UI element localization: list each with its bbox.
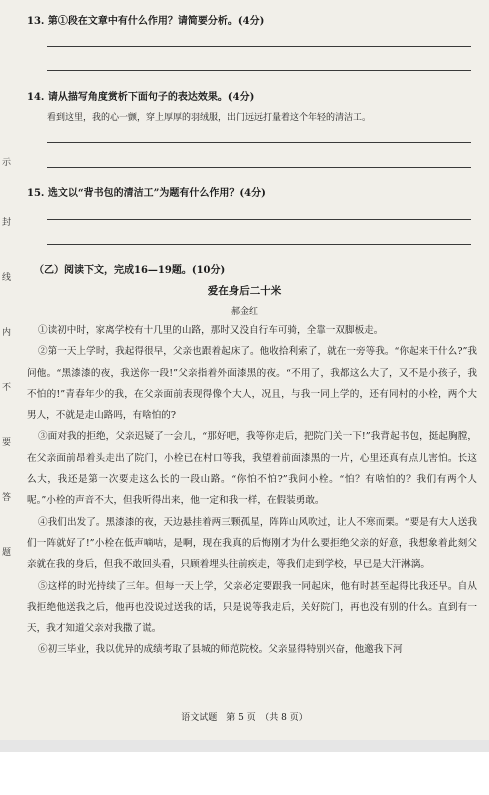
margin-char: 答 [2,493,12,503]
answer-line [47,142,471,143]
question-15: 15. 选文以“背书包的清洁工”为题有什么作用？(4分) [27,188,266,199]
margin-char: 题 [2,548,12,558]
scan-shadow [0,740,489,752]
margin-char: 不 [2,383,12,393]
article-author: 郝金红 [230,307,258,317]
q14-quote: 看到这里，我的心一颤，穿上厚厚的羽绒服，出门远远打量着这个年轻的清洁工。 [47,113,372,123]
margin-char: 内 [2,328,12,338]
answer-line [47,244,471,245]
paragraph: ②第一天上学时，我起得很早，父亲也跟着起床了。他收拾利索了，就在一旁等我。“你起来干什么?”我问他。“黑漆漆的夜，我送你一段!”父亲指着外面漆黑的夜。“不用了，我都这么大了，又不是小孩子，我不怕的!”青春年少的我，在父亲面前表现得像个大人，况且，与我一同上学的，还有同村的小栓，两个大男人，不就是走山路吗，有啥怕的? [27,346,477,422]
margin-char: 封 [2,218,12,228]
section-heading: （乙）阅读下文，完成16—19题。(10分) [34,265,226,276]
margin-char: 要 [2,438,12,448]
page-footer: 语文试题 第 5 页 （共 8 页） [181,713,308,723]
question-14: 14. 请从描写角度赏析下面句子的表达效果。(4分) [27,92,255,103]
paragraph: ⑥初三毕业，我以优异的成绩考取了县城的师范院校。父亲显得特别兴奋，他邀我下河 [38,644,403,656]
margin-char: 线 [2,273,12,283]
answer-line [47,46,471,47]
margin-char: 示 [2,158,12,168]
paragraph: ⑤这样的时光持续了三年。但每一天上学，父亲必定要跟我一同起床，他有时甚至起得比我还早。自从我拒绝他送我之后，他再也没说过送我的话，只是说等我走后，关好院门，再也没有别的什么。直到有一天，我才知道父亲对我撒了谎。 [27,580,477,635]
blank-area [0,752,489,795]
article-title: 爱在身后二十米 [207,285,282,297]
article-body [27,320,477,661]
paragraph: ③面对我的拒绝，父亲迟疑了一会儿，“那好吧，我等你走后，把院门关一下!”我背起书包，挺起胸膛，在父亲面前昂着头走出了院门，小栓已在村口等我，我望着前面漆黑的一片，心里还真有点儿害怕。长这么大，我还是第一次要走这么长的一段山路。“你怕不怕?”我问小栓。“怕？有啥怕的？我们有两个人呢。”小栓的声音不大，但我听得出来，他一定和我一样，在假装勇敢。 [27,431,477,507]
answer-line [47,219,471,220]
answer-line [47,167,471,168]
question-13: 13. 第①段在文章中有什么作用？请简要分析。(4分) [27,16,265,27]
paragraph: ①读初中时，家离学校有十几里的山路，那时又没自行车可骑，全靠一双脚板走。 [38,325,384,336]
answer-line [47,70,471,71]
paragraph: ④我们出发了。黑漆漆的夜，天边悬挂着两三颗孤星，阵阵山风吹过，让人不寒而栗。“要是有大人送我们一阵就好了!”小栓在低声嘀咕，是啊，现在我真的后悔刚才为什么要拒绝父亲的好意，我想象着此刻父亲就在我的身后，但我不敢回头看，只顾着埋头往前疾走，等我们走到学校，早已是大汗淋漓。 [27,516,477,571]
